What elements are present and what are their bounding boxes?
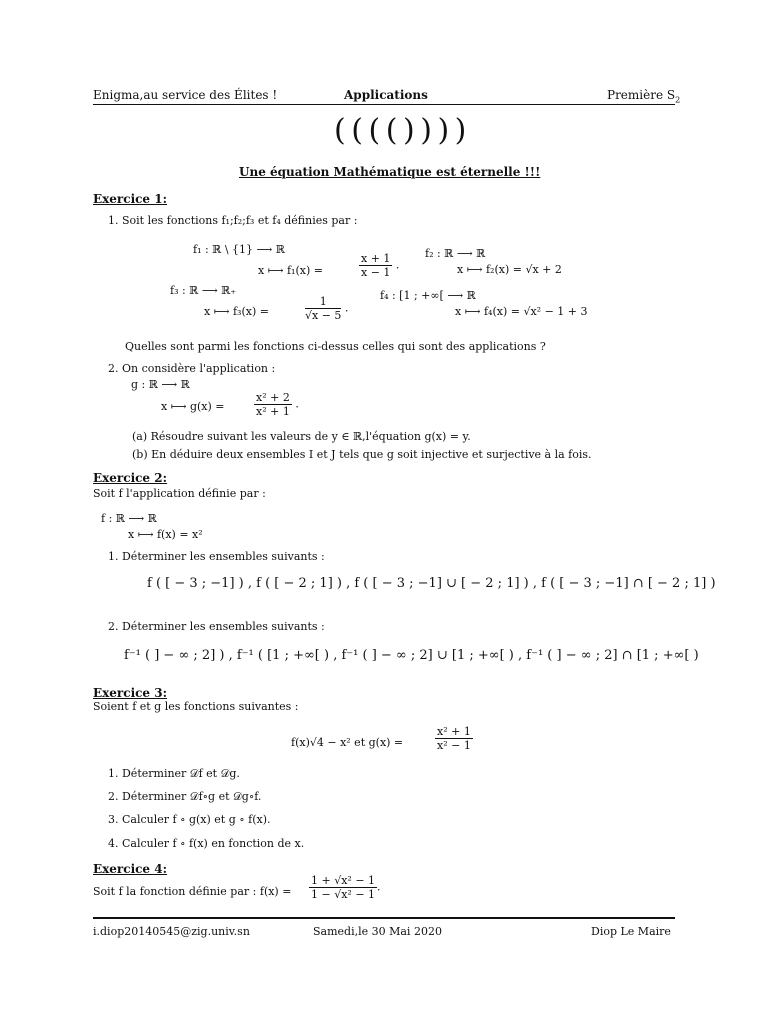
f2-line1: f₂ : ℝ ⟶ ℝ [425, 247, 486, 260]
ex3-title: Exercice 3: [93, 686, 168, 700]
ex1-qa: (a) Résoudre suivant les valeurs de y ∈ ℝ,l'équation g(x) = y. [132, 430, 471, 443]
ex3-functions: f(x)√4 − x² et g(x) = [291, 736, 404, 749]
motto: Une équation Mathématique est éternelle !!! [239, 165, 541, 179]
ex1-q2: 2. On considère l'application : [108, 362, 276, 375]
g-fraction: $\frac{\text{x² + 2}}{\text{x² + 1}}$ . [256, 391, 299, 418]
ex2-preimages: f⁻¹ ( ] − ∞ ; 2] ) , f⁻¹ ( [1 ; +∞[ ) , f⁻¹ ( ] − ∞ ; 2] ∪ [1 ; +∞[ ) , f⁻¹ ( ] − ∞ ; 2] ∩ [1 ; +∞[ ) [124, 648, 699, 663]
ex4-intro: Soit f la fonction définie par : f(x) = [93, 885, 292, 898]
f1-line1: f₁ : ℝ \ {1} ⟶ ℝ [193, 243, 285, 256]
f3-line1: f₃ : ℝ ⟶ ℝ₊ [170, 284, 237, 297]
g-line2: x ⟼ g(x) = [161, 400, 225, 413]
ex1-qb: (b) En déduire deux ensembles I et J tels que g soit injective et surjective à la fois. [132, 448, 592, 461]
g-line1: g : ℝ ⟶ ℝ [131, 378, 190, 391]
logo-parens: ( ( ( ( ) ) ) ) [334, 113, 465, 148]
ex3-g-fraction: $\frac{\text{x² + 1}}{\text{x² − 1}}$ [437, 725, 471, 752]
header-rule [93, 104, 675, 105]
ex1-q1: 1. Soit les fonctions f₁;f₂;f₃ et f₄ définies par : [108, 214, 358, 227]
header-center: Applications [344, 88, 428, 102]
ex3-q3: 3. Calculer f ∘ g(x) et g ∘ f(x). [108, 813, 271, 826]
f3-line2: x ⟼ f₃(x) = [204, 305, 269, 318]
ex1-title: Exercice 1: [93, 192, 168, 206]
footer-rule [93, 917, 675, 919]
ex4-fraction: $\frac{\text{1 + √x² − 1}}{\text{1 − √x² − 1}}$ . [311, 874, 381, 901]
f1-line2: x ⟼ f₁(x) = [258, 264, 323, 277]
f-line1: f : ℝ ⟶ ℝ [101, 512, 157, 525]
ex4-title: Exercice 4: [93, 862, 168, 876]
footer-left: i.diop20140545@zig.univ.sn [93, 925, 250, 938]
ex3-intro: Soient f et g les fonctions suivantes : [93, 700, 299, 713]
f-line2: x ⟼ f(x) = x² [128, 528, 203, 541]
header-left: Enigma,au service des Élites ! [93, 88, 278, 102]
ex2-images: f ( [ − 3 ; −1] ) , f ( [ − 2 ; 1] ) , f ( [ − 3 ; −1] ∪ [ − 2 ; 1] ) , f ( [ − 3 ; −1] ∩ [ − 2 ; 1] ) [147, 576, 716, 591]
ex3-q1: 1. Déterminer 𝒟f et 𝒟g. [108, 767, 240, 780]
ex2-intro: Soit f l'application définie par : [93, 487, 266, 500]
ex3-q2: 2. Déterminer 𝒟f∘g et 𝒟g∘f. [108, 790, 262, 803]
ex2-q2: 2. Déterminer les ensembles suivants : [108, 620, 325, 633]
f4-line2: x ⟼ f₄(x) = √x² − 1 + 3 [455, 305, 588, 318]
ex2-q1: 1. Déterminer les ensembles suivants : [108, 550, 325, 563]
footer-center: Samedi,le 30 Mai 2020 [313, 925, 442, 938]
ex2-title: Exercice 2: [93, 471, 168, 485]
f4-line1: f₄ : [1 ; +∞[ ⟶ ℝ [380, 289, 476, 302]
ex3-q4: 4. Calculer f ∘ f(x) en fonction de x. [108, 837, 305, 850]
f2-line2: x ⟼ f₂(x) = √x + 2 [457, 263, 562, 276]
ex1-q1-end: Quelles sont parmi les fonctions ci-dessus celles qui sont des applications ? [125, 340, 546, 353]
f1-fraction: $\frac{x + 1}{x - 1}$ . [361, 252, 400, 279]
f3-fraction: $\frac{1}{√x - 5}$ . [305, 295, 349, 322]
header-right: Première $S_2$ [607, 88, 681, 105]
footer-right: Diop Le Maire [591, 925, 671, 938]
